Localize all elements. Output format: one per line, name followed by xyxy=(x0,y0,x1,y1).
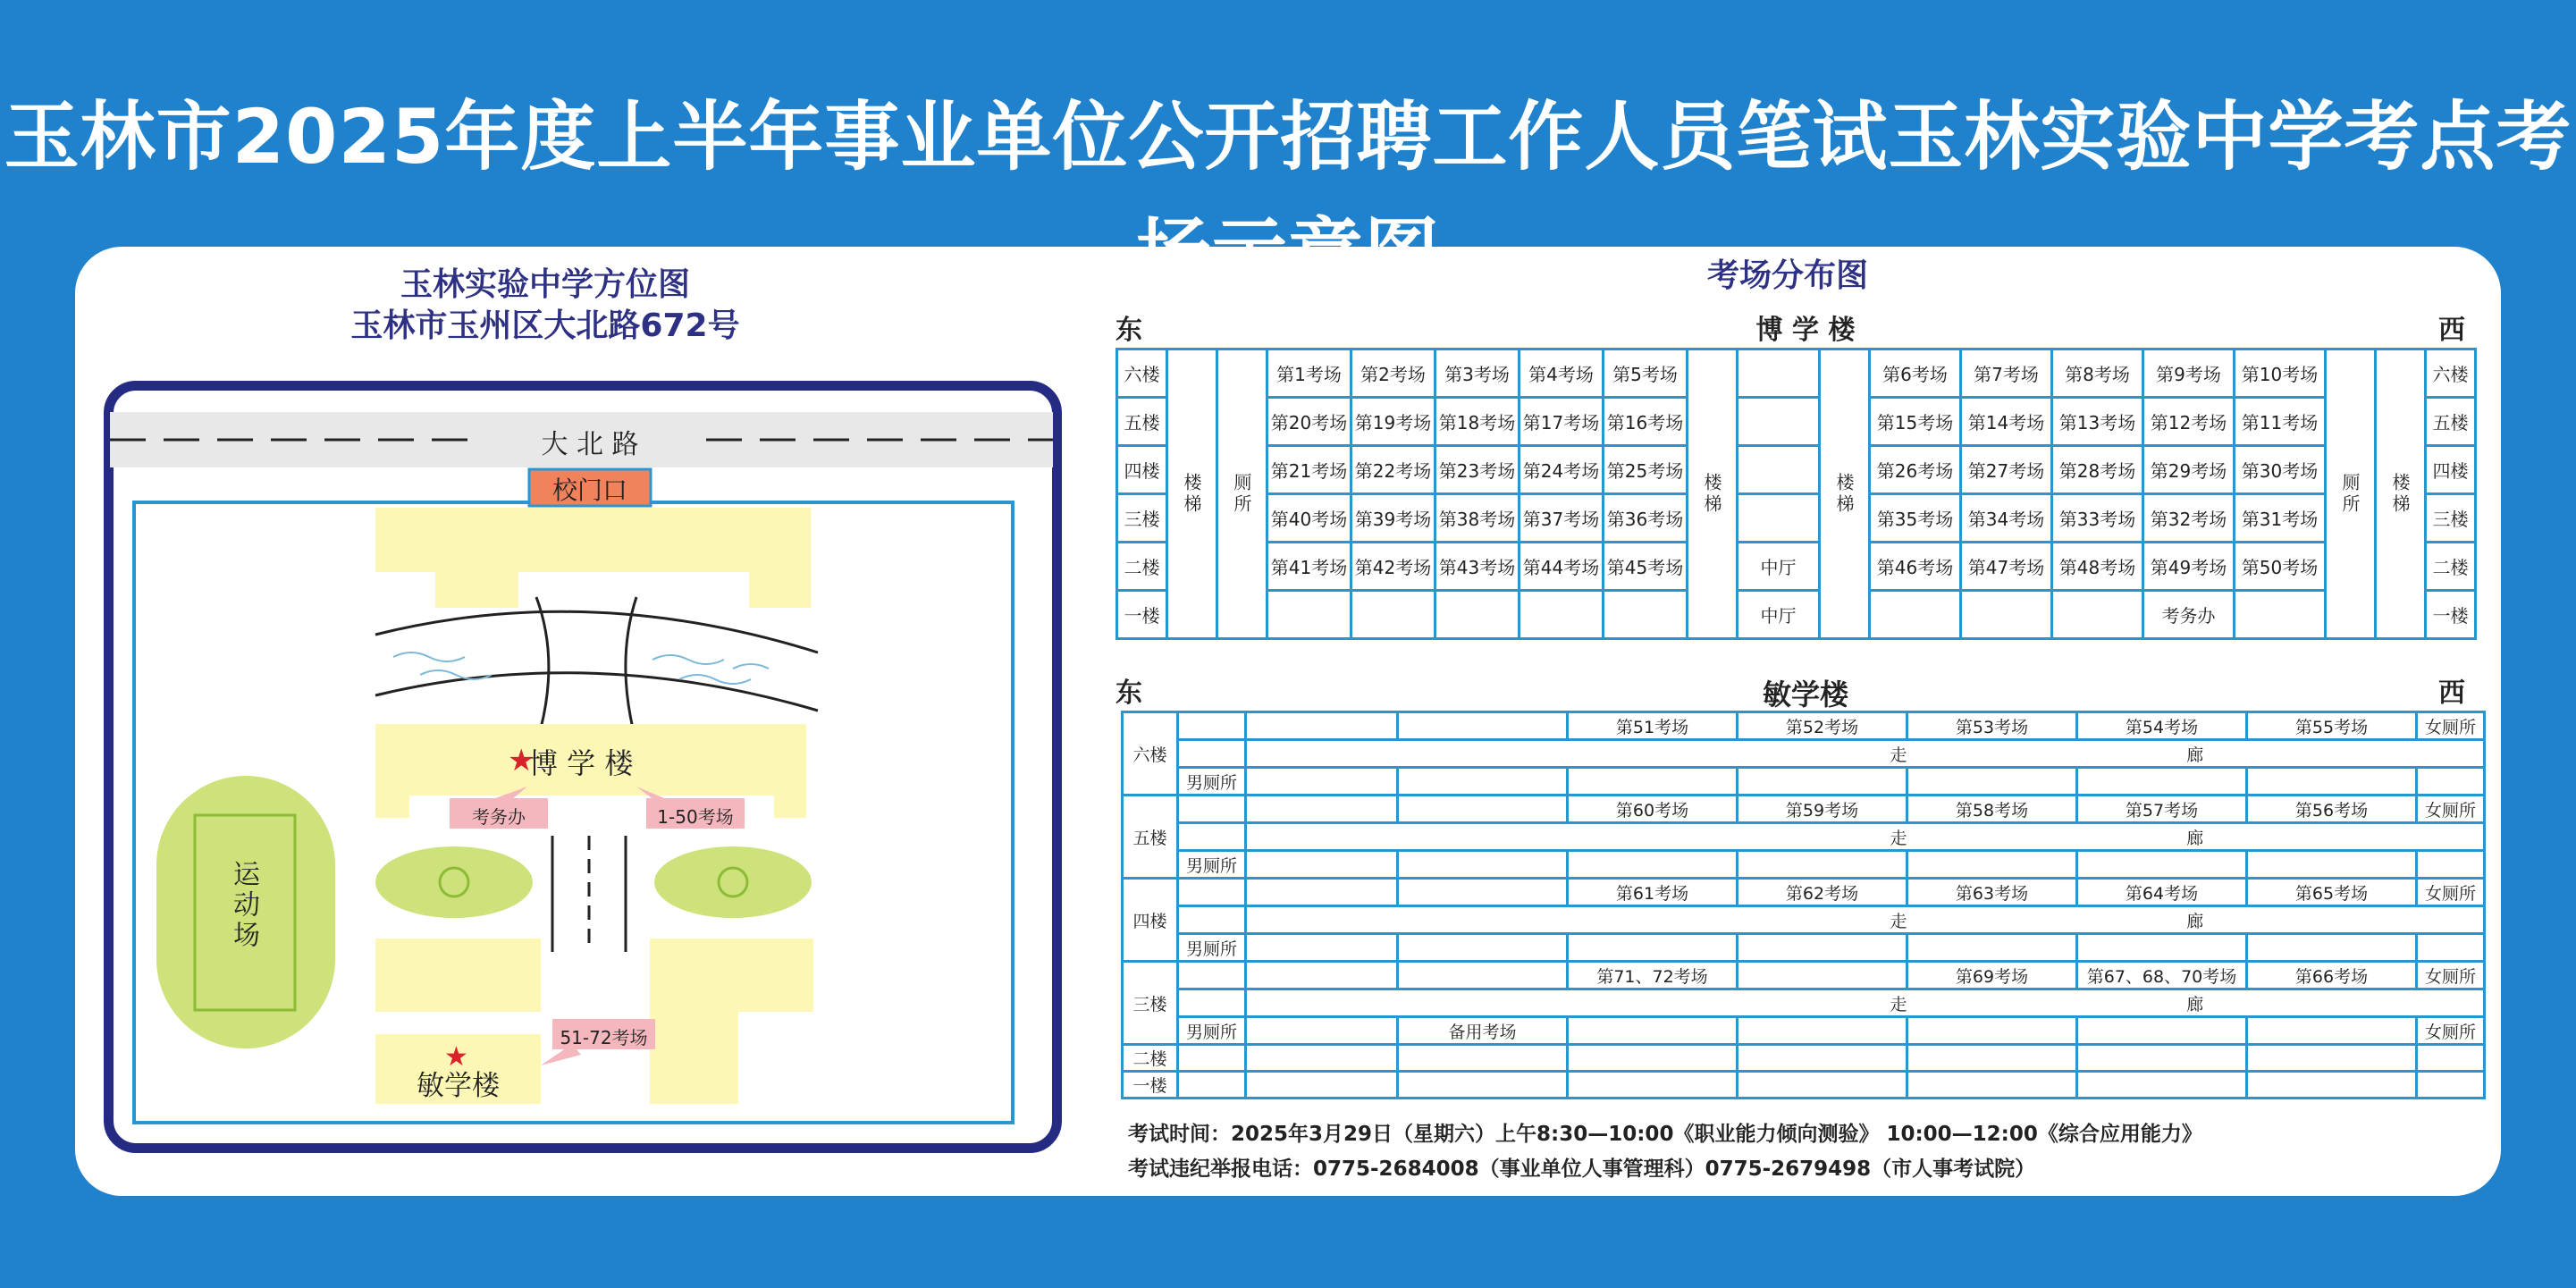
floor-label: 四楼 xyxy=(2426,446,2476,494)
bottom-cell xyxy=(1907,851,2077,879)
boxue-row xyxy=(1117,543,2476,591)
bottom-cell: 男厕所 xyxy=(1178,934,1246,962)
empty-cell xyxy=(1907,1072,2077,1099)
exam-room-cell: 第32考场 xyxy=(2143,494,2235,543)
empty-cell xyxy=(1178,1072,1246,1099)
exam-room-cell: 第6考场 xyxy=(1870,349,1961,398)
floor-label: 三楼 xyxy=(1117,494,1167,543)
exam-room-cell: 第3考场 xyxy=(1435,349,1520,398)
minxue-row xyxy=(1123,934,2485,962)
bottom-cell xyxy=(2417,851,2485,879)
exam-room-cell: 第44考场 xyxy=(1520,543,1604,591)
minxue-row xyxy=(1123,1072,2485,1099)
exam-room-cell: 第17考场 xyxy=(1520,398,1604,446)
exam-room-cell: 第12考场 xyxy=(2143,398,2235,446)
stair-center-right: 楼梯 xyxy=(1820,349,1870,639)
center-hall-cell xyxy=(1738,494,1820,543)
garden-right xyxy=(654,846,812,918)
empty-cell xyxy=(2077,1045,2247,1072)
minxue-row xyxy=(1123,851,2485,879)
bottom-cell xyxy=(1246,934,1398,962)
minxue-row xyxy=(1123,740,2485,768)
exam-room-cell: 第9考场 xyxy=(2143,349,2235,398)
page-title: 玉林市2025年度上半年事业单位公开招聘工作人员笔试玉林实验中学考点考 xyxy=(4,93,2572,181)
exam-room-cell: 第45考场 xyxy=(1604,543,1688,591)
exam-room-cell: 第55考场 xyxy=(2247,712,2417,740)
empty-cell xyxy=(1907,1045,2077,1072)
bottom-cell xyxy=(1398,768,1568,796)
bottom-cell xyxy=(1246,768,1398,796)
lower-left-building xyxy=(375,939,541,1012)
bottom-cell xyxy=(2247,1017,2417,1045)
stair-left: 楼梯 xyxy=(1167,349,1217,639)
exam-room-cell: 第71、72考场 xyxy=(1568,962,1738,989)
minxue-label: 敏学楼 xyxy=(417,1070,500,1102)
bottom-cell xyxy=(2417,934,2485,962)
floor-label: 三楼 xyxy=(2426,494,2476,543)
floor-label: 一楼 xyxy=(1123,1072,1178,1099)
exam-room-cell: 第65考场 xyxy=(2247,879,2417,906)
exam-room-cell xyxy=(2052,591,2143,639)
minxue-row xyxy=(1123,906,2485,934)
exam-room-cell: 第26考场 xyxy=(1870,446,1961,494)
exam-room-cell: 第28考场 xyxy=(2052,446,2143,494)
empty-cell xyxy=(2247,1045,2417,1072)
exam-room-cell: 第57考场 xyxy=(2077,796,2247,823)
dist-heading: 考场分布图 xyxy=(1706,257,1868,294)
floor-label: 二楼 xyxy=(1117,543,1167,591)
exam-room-cell xyxy=(1267,591,1351,639)
exam-room-cell: 第39考场 xyxy=(1351,494,1435,543)
exam-room-cell: 第2考场 xyxy=(1351,349,1435,398)
kaowuban-label: 考务办 xyxy=(472,806,526,828)
exam-room-cell: 第63考场 xyxy=(1907,879,2077,906)
center-hall-cell: 中厅 xyxy=(1738,591,1820,639)
exam-room-cell: 第41考场 xyxy=(1267,543,1351,591)
empty-cell xyxy=(1738,1045,1907,1072)
exam-room-cell: 第56考场 xyxy=(2247,796,2417,823)
exam-room-cell: 第29考场 xyxy=(2143,446,2235,494)
minxue-east: 东 xyxy=(1115,678,1142,709)
floor-label: 六楼 xyxy=(1123,712,1178,796)
corridor-cell: 廊 xyxy=(1907,823,2485,851)
stair-right: 楼梯 xyxy=(2376,349,2426,639)
toilet-right: 厕所 xyxy=(2326,349,2376,639)
stair-center-left: 楼梯 xyxy=(1688,349,1738,639)
exam-room-cell: 第51考场 xyxy=(1568,712,1738,740)
empty-cell xyxy=(1246,1045,1398,1072)
exam-room-cell xyxy=(1604,591,1688,639)
exam-room-cell: 第4考场 xyxy=(1520,349,1604,398)
exam-room-cell: 女厕所 xyxy=(2417,712,2485,740)
exam-room-cell xyxy=(1178,712,1246,740)
exam-room-cell xyxy=(2235,591,2326,639)
floor-label: 三楼 xyxy=(1123,962,1178,1045)
empty-cell xyxy=(2077,1072,2247,1099)
corridor-spacer xyxy=(1178,823,1246,851)
bottom-cell xyxy=(1738,1017,1907,1045)
exam-room-cell xyxy=(1961,591,2052,639)
exam-room-cell: 第59考场 xyxy=(1738,796,1907,823)
floor-label: 二楼 xyxy=(1123,1045,1178,1072)
exam-room-cell xyxy=(1398,962,1568,989)
exam-room-cell xyxy=(1351,591,1435,639)
center-hall-cell xyxy=(1738,349,1820,398)
floor-label: 五楼 xyxy=(1117,398,1167,446)
center-hall-cell xyxy=(1738,398,1820,446)
corridor-spacer xyxy=(1178,906,1246,934)
empty-cell xyxy=(1178,1045,1246,1072)
bottom-cell: 女厕所 xyxy=(2417,1017,2485,1045)
corridor-spacer xyxy=(1178,989,1246,1017)
exam-room-cell xyxy=(1246,796,1398,823)
exam-room-cell: 第64考场 xyxy=(2077,879,2247,906)
exam-room-cell: 女厕所 xyxy=(2417,962,2485,989)
bottom-cell xyxy=(1246,851,1398,879)
corridor-cell: 廊 xyxy=(1907,740,2485,768)
bottom-cell xyxy=(2077,768,2247,796)
exam-room-cell: 第48考场 xyxy=(2052,543,2143,591)
bottom-cell xyxy=(2247,934,2417,962)
minxue-star-icon: ★ xyxy=(444,1041,468,1073)
exam-time-note: 考试时间：2025年3月29日（星期六）上午8:30—10:00《职业能力倾向测验》 10:00—12:00《综合应用能力》 xyxy=(1128,1123,2202,1146)
boxue-east: 东 xyxy=(1115,315,1142,346)
floor-label: 四楼 xyxy=(1117,446,1167,494)
exam-room-cell: 第49考场 xyxy=(2143,543,2235,591)
corridor-cell: 走 xyxy=(1246,906,1907,934)
exam-room-cell: 第25考场 xyxy=(1604,446,1688,494)
minxue-row xyxy=(1123,823,2485,851)
exam-room-cell: 第15考场 xyxy=(1870,398,1961,446)
floor-label: 四楼 xyxy=(1123,879,1178,962)
exam-room-cell: 第60考场 xyxy=(1568,796,1738,823)
bottom-cell xyxy=(1568,851,1738,879)
exam-room-cell: 第10考场 xyxy=(2235,349,2326,398)
empty-cell xyxy=(1398,1045,1568,1072)
empty-cell xyxy=(1568,1072,1738,1099)
bottom-cell xyxy=(2077,1017,2247,1045)
exam-room-cell: 第47考场 xyxy=(1961,543,2052,591)
exam-room-cell: 第42考场 xyxy=(1351,543,1435,591)
minxue-row xyxy=(1123,1017,2485,1045)
floor-label: 二楼 xyxy=(2426,543,2476,591)
exam-room-cell: 第13考场 xyxy=(2052,398,2143,446)
exam-room-cell: 第11考场 xyxy=(2235,398,2326,446)
bottom-cell xyxy=(1738,934,1907,962)
bottom-cell xyxy=(1568,1017,1738,1045)
exam-room-cell: 女厕所 xyxy=(2417,796,2485,823)
floor-label: 六楼 xyxy=(2426,349,2476,398)
bottom-cell: 男厕所 xyxy=(1178,851,1246,879)
exam-room-cell xyxy=(1520,591,1604,639)
exam-room-cell xyxy=(1178,879,1246,906)
exam-room-cell xyxy=(1398,712,1568,740)
floor-label: 一楼 xyxy=(2426,591,2476,639)
exam-room-cell: 第27考场 xyxy=(1961,446,2052,494)
boxue-row xyxy=(1117,398,2476,446)
bottom-cell xyxy=(1568,768,1738,796)
minxue-west: 西 xyxy=(2438,678,2465,709)
exam-room-cell: 第35考场 xyxy=(1870,494,1961,543)
rooms-51-72-label: 51-72考场 xyxy=(560,1027,648,1048)
exam-room-cell: 第31考场 xyxy=(2235,494,2326,543)
exam-room-cell xyxy=(1398,879,1568,906)
exam-room-cell: 第37考场 xyxy=(1520,494,1604,543)
corridor-cell: 走 xyxy=(1246,740,1907,768)
boxue-title: 博 学 楼 xyxy=(1755,315,1856,346)
bottom-cell xyxy=(2417,768,2485,796)
empty-cell xyxy=(2417,1045,2485,1072)
minxue-row xyxy=(1123,879,2485,906)
gate-label: 校门口 xyxy=(551,476,627,505)
bottom-cell xyxy=(2247,768,2417,796)
center-hall-cell: 中厅 xyxy=(1738,543,1820,591)
bottom-cell xyxy=(1568,934,1738,962)
exam-room-cell xyxy=(1435,591,1520,639)
floor-label: 六楼 xyxy=(1117,349,1167,398)
exam-room-cell: 第22考场 xyxy=(1351,446,1435,494)
boxue-row xyxy=(1117,591,2476,639)
exam-room-cell: 第33考场 xyxy=(2052,494,2143,543)
corridor-cell: 走 xyxy=(1246,989,1907,1017)
empty-cell xyxy=(1246,1072,1398,1099)
bottom-cell: 男厕所 xyxy=(1178,768,1246,796)
floor-label: 一楼 xyxy=(1117,591,1167,639)
minxue-floor-table xyxy=(1121,711,2486,1099)
boxue-star-icon: ★ xyxy=(508,743,535,779)
exam-room-cell: 第58考场 xyxy=(1907,796,2077,823)
exam-room-cell: 第62考场 xyxy=(1738,879,1907,906)
toilet-left: 厕所 xyxy=(1217,349,1267,639)
bottom-cell xyxy=(2247,851,2417,879)
bottom-cell xyxy=(1907,934,2077,962)
exam-room-cell xyxy=(1738,962,1907,989)
bottom-cell xyxy=(1738,851,1907,879)
bottom-cell xyxy=(1398,851,1568,879)
floor-label: 五楼 xyxy=(1123,796,1178,879)
rooms-1-50-label: 1-50考场 xyxy=(657,806,734,828)
garden-left xyxy=(375,846,533,918)
bottom-cell xyxy=(1738,768,1907,796)
exam-room-cell: 第18考场 xyxy=(1435,398,1520,446)
exam-room-cell xyxy=(1398,796,1568,823)
exam-room-cell xyxy=(1246,712,1398,740)
minxue-title: 敏学楼 xyxy=(1762,678,1848,711)
exam-room-cell: 第34考场 xyxy=(1961,494,2052,543)
exam-room-cell: 第5考场 xyxy=(1604,349,1688,398)
minxue-row xyxy=(1123,989,2485,1017)
floor-label: 五楼 xyxy=(2426,398,2476,446)
boxue-row xyxy=(1117,494,2476,543)
exam-room-cell xyxy=(1870,591,1961,639)
front-building xyxy=(375,508,811,608)
exam-room-cell: 第1考场 xyxy=(1267,349,1351,398)
exam-room-cell: 第43考场 xyxy=(1435,543,1520,591)
minxue-row xyxy=(1123,962,2485,989)
exam-room-cell: 第36考场 xyxy=(1604,494,1688,543)
exam-room-cell: 第40考场 xyxy=(1267,494,1351,543)
exam-room-cell: 第16考场 xyxy=(1604,398,1688,446)
boxue-west: 西 xyxy=(2438,315,2465,346)
map-heading: 玉林实验中学方位图 xyxy=(400,266,690,303)
empty-cell xyxy=(1568,1045,1738,1072)
bottom-cell xyxy=(1246,1017,1398,1045)
corridor-cell: 走 xyxy=(1246,823,1907,851)
exam-room-cell: 第23考场 xyxy=(1435,446,1520,494)
exam-room-cell: 第53考场 xyxy=(1907,712,2077,740)
road-label: 大 北 路 xyxy=(541,429,639,460)
boxue-row xyxy=(1117,446,2476,494)
exam-room-cell: 第20考场 xyxy=(1267,398,1351,446)
exam-room-cell: 第52考场 xyxy=(1738,712,1907,740)
minxue-row xyxy=(1123,768,2485,796)
minxue-row xyxy=(1123,712,2485,740)
exam-room-cell: 第30考场 xyxy=(2235,446,2326,494)
exam-room-cell: 考务办 xyxy=(2143,591,2235,639)
bottom-cell xyxy=(1907,768,2077,796)
exam-room-cell xyxy=(1246,879,1398,906)
exam-room-cell: 第19考场 xyxy=(1351,398,1435,446)
exam-room-cell: 第24考场 xyxy=(1520,446,1604,494)
bottom-cell xyxy=(1907,1017,2077,1045)
report-phone-note: 考试违纪举报电话：0775-2684008（事业单位人事管理科）0775-2679498（市人事考试院） xyxy=(1128,1158,2036,1181)
empty-cell xyxy=(2417,1072,2485,1099)
empty-cell xyxy=(2247,1072,2417,1099)
center-hall-cell xyxy=(1738,446,1820,494)
corridor-cell: 廊 xyxy=(1907,989,2485,1017)
bottom-cell: 备用考场 xyxy=(1398,1017,1568,1045)
exam-room-cell: 第69考场 xyxy=(1907,962,2077,989)
corridor-spacer xyxy=(1178,740,1246,768)
map-address: 玉林市玉州区大北路672号 xyxy=(350,307,740,344)
bottom-cell xyxy=(1398,934,1568,962)
minxue-row xyxy=(1123,796,2485,823)
corridor-cell: 廊 xyxy=(1907,906,2485,934)
exam-room-cell: 女厕所 xyxy=(2417,879,2485,906)
boxue-row xyxy=(1117,349,2476,398)
exam-room-cell: 第61考场 xyxy=(1568,879,1738,906)
exam-room-cell: 第54考场 xyxy=(2077,712,2247,740)
water xyxy=(393,652,769,684)
exam-room-cell xyxy=(1246,962,1398,989)
bottom-cell: 男厕所 xyxy=(1178,1017,1246,1045)
exam-room-cell: 第50考场 xyxy=(2235,543,2326,591)
bottom-cell xyxy=(2077,934,2247,962)
empty-cell xyxy=(1738,1072,1907,1099)
exam-room-cell: 第7考场 xyxy=(1961,349,2052,398)
bottom-cell xyxy=(2077,851,2247,879)
exam-room-cell: 第21考场 xyxy=(1267,446,1351,494)
boxue-label: 博 学 楼 xyxy=(529,746,634,780)
exam-room-cell: 第14考场 xyxy=(1961,398,2052,446)
exam-room-cell: 第66考场 xyxy=(2247,962,2417,989)
exam-room-cell: 第8考场 xyxy=(2052,349,2143,398)
exam-room-cell xyxy=(1178,796,1246,823)
exam-room-cell: 第38考场 xyxy=(1435,494,1520,543)
minxue-row xyxy=(1123,1045,2485,1072)
boxue-floor-table xyxy=(1115,348,2477,640)
empty-cell xyxy=(1398,1072,1568,1099)
exam-room-cell: 第67、68、70考场 xyxy=(2077,962,2247,989)
lower-right-building xyxy=(650,939,813,1104)
exam-room-cell xyxy=(1178,962,1246,989)
playground-label: 运动场 xyxy=(228,860,259,951)
exam-room-cell: 第46考场 xyxy=(1870,543,1961,591)
